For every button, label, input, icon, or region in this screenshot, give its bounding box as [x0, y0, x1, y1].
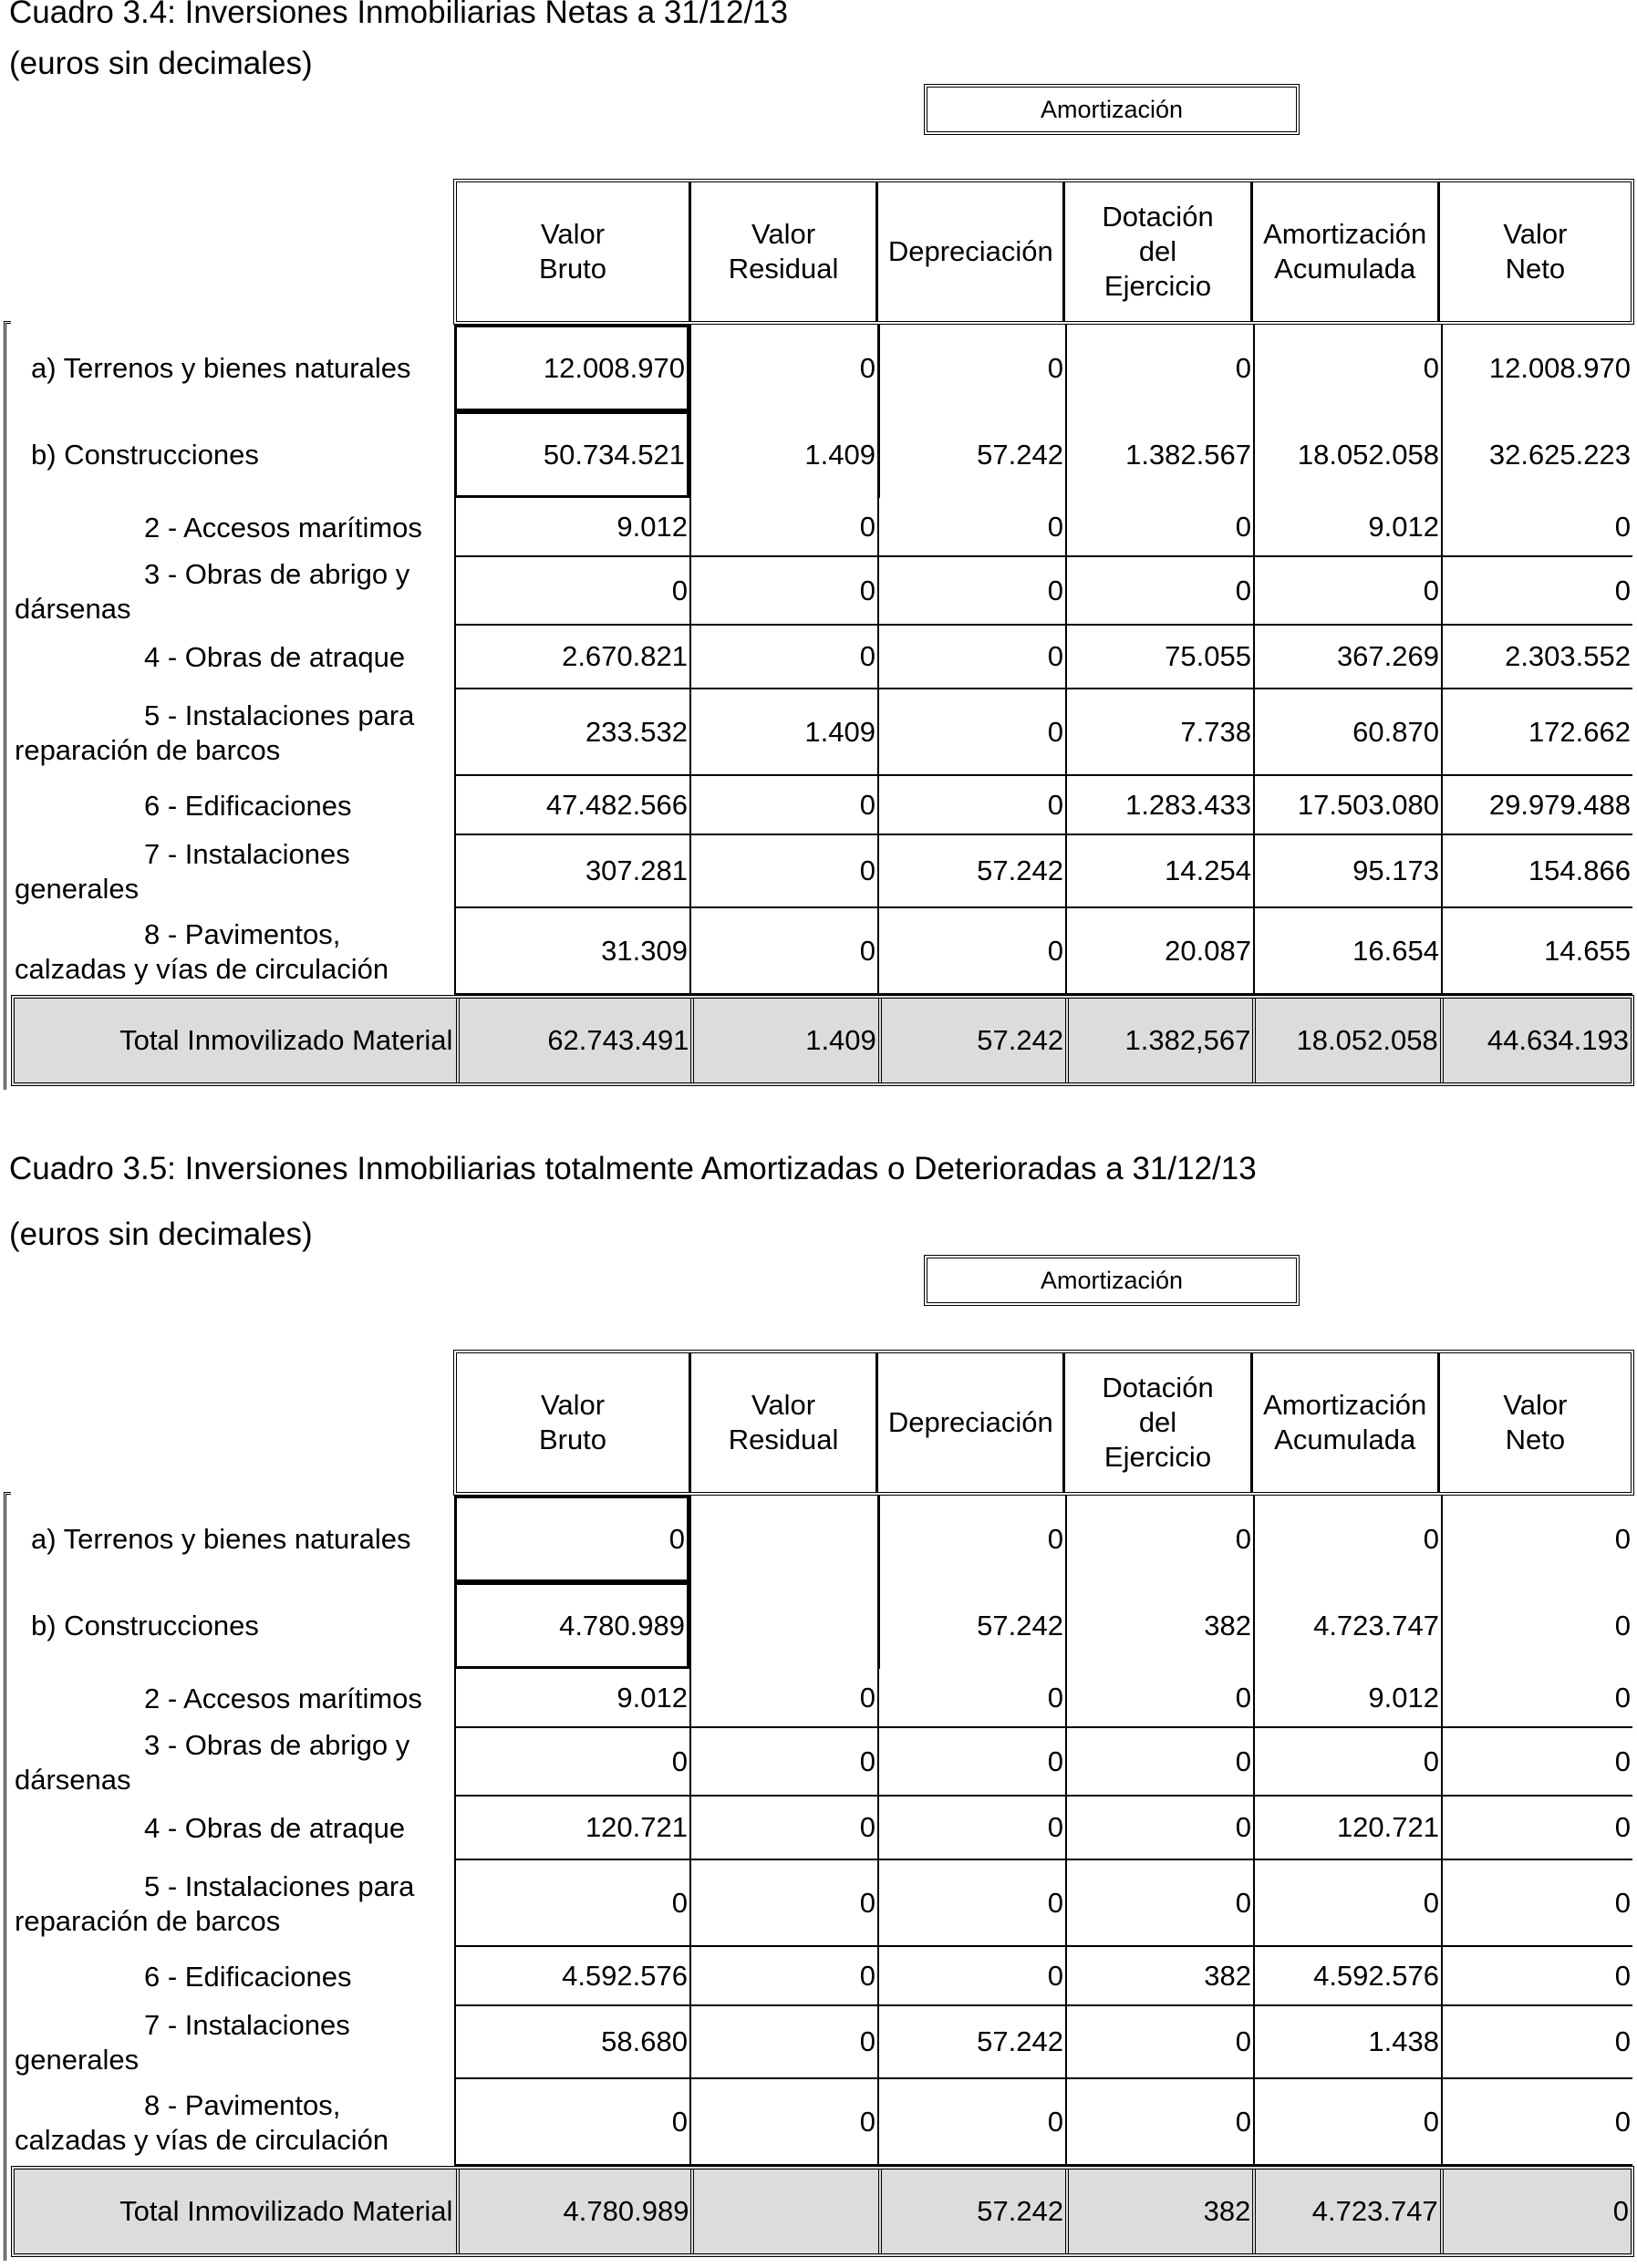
table-cell: 367.269 — [1253, 626, 1441, 689]
column-header-row — [453, 1350, 1634, 1496]
row-label-line: 6 - Edificaciones — [144, 1960, 352, 1993]
total-cell: 4.723.747 — [1252, 2170, 1439, 2253]
table-row — [11, 626, 1634, 689]
row-label — [11, 411, 454, 498]
table-row — [11, 1797, 1634, 1860]
table-cell: 0 — [1441, 498, 1632, 557]
table-cell: 0 — [877, 1797, 1065, 1860]
table-cell: 0 — [877, 1496, 1065, 1582]
table-cell: 120.721 — [1253, 1797, 1441, 1860]
total-cell: 4.780.989 — [456, 2170, 690, 2253]
table-cell: 0 — [1441, 2006, 1632, 2079]
table-row — [11, 1582, 1634, 1669]
table-cell: 9.012 — [1253, 498, 1441, 557]
table-row — [11, 411, 1634, 498]
table-cell: 0 — [877, 2079, 1065, 2166]
table-cell: 0 — [877, 1669, 1065, 1728]
column-header: Valor Residual — [691, 182, 878, 321]
table-row — [11, 2079, 1634, 2166]
row-label — [11, 2079, 454, 2166]
row-label-line: 4 - Obras de atraque — [144, 1812, 406, 1844]
table-cell: 154.866 — [1441, 835, 1632, 908]
table-cell: 233.532 — [454, 689, 689, 776]
total-cell: 57.242 — [878, 2170, 1065, 2253]
table-cell: 0 — [877, 498, 1065, 557]
row-label-line: 3 - Obras de abrigo y — [144, 557, 410, 590]
table-cell: 0 — [1065, 1797, 1253, 1860]
table-cell: 0 — [877, 1860, 1065, 1947]
table-cell: 0 — [689, 557, 877, 626]
table-cell: 4.592.576 — [1253, 1947, 1441, 2006]
table-cell: 382 — [1065, 1947, 1253, 2006]
table-cell: 0 — [1441, 2079, 1632, 2166]
table-cell: 20.087 — [1065, 908, 1253, 995]
table-left-bracket — [4, 321, 11, 1090]
row-label — [11, 689, 454, 776]
row-label — [11, 1669, 454, 1728]
table-cell: 0 — [689, 908, 877, 995]
row-label — [11, 1947, 454, 2006]
column-header-row — [453, 179, 1634, 325]
table-cell: 0 — [689, 1797, 877, 1860]
row-label-line: calzadas y vías de circulación — [15, 2123, 389, 2156]
table-cell: 4.592.576 — [454, 1947, 689, 2006]
table-cell: 0 — [1065, 1496, 1253, 1582]
row-label-line: a) Terrenos y bienes naturales — [31, 351, 411, 384]
table-cell: 0 — [1065, 1728, 1253, 1797]
table-cell: 0 — [1065, 325, 1253, 411]
table-cell: 0 — [689, 2079, 877, 2166]
table-row — [11, 908, 1634, 995]
row-label-line: calzadas y vías de circulación — [15, 952, 389, 985]
total-label: Total Inmovilizado Material — [119, 1024, 453, 1056]
table-row — [11, 689, 1634, 776]
column-header: Depreciación — [878, 182, 1065, 321]
table-cell: 9.012 — [454, 1669, 689, 1728]
table-row — [11, 835, 1634, 908]
table-cell: 0 — [1253, 2079, 1441, 2166]
table-cell: 1.409 — [689, 689, 877, 776]
row-label — [11, 2006, 454, 2079]
table-cell: 9.012 — [1253, 1669, 1441, 1728]
row-label — [11, 1496, 454, 1582]
table-cell: 31.309 — [454, 908, 689, 995]
column-header: Dotación del Ejercicio — [1065, 182, 1252, 321]
row-label-line: 8 - Pavimentos, — [144, 917, 341, 950]
row-label-line: 8 - Pavimentos, — [144, 2088, 341, 2121]
table-cell — [689, 1496, 877, 1582]
row-label-line: dársenas — [15, 592, 131, 625]
total-row — [11, 995, 1634, 1086]
table-cell: 0 — [689, 835, 877, 908]
table-cell: 29.979.488 — [1441, 776, 1632, 835]
table-left-bracket — [4, 1492, 11, 2261]
total-cell: 62.743.491 — [456, 999, 690, 1082]
table-cell: 0 — [1253, 1728, 1441, 1797]
table-cell: 0 — [877, 1728, 1065, 1797]
table-cell: 1.382.567 — [1065, 411, 1253, 498]
table-title: Cuadro 3.4: Inversiones Inmobiliarias Netas a 31/12/13 — [9, 0, 789, 30]
table-cell: 32.625.223 — [1441, 411, 1632, 498]
total-cell: 1.382,567 — [1065, 999, 1252, 1082]
row-label-line: b) Construcciones — [31, 1609, 259, 1641]
total-cell: 57.242 — [878, 999, 1065, 1082]
total-cell: 44.634.193 — [1440, 999, 1631, 1082]
table-cell — [689, 1582, 877, 1669]
table-cell: 0 — [1441, 1947, 1632, 2006]
table-cell: 0 — [877, 626, 1065, 689]
row-label-line: reparación de barcos — [15, 733, 281, 766]
column-header: Dotación del Ejercicio — [1065, 1353, 1252, 1492]
column-header: Valor Residual — [691, 1353, 878, 1492]
table-row — [11, 1860, 1634, 1947]
table-cell: 50.734.521 — [454, 411, 689, 498]
table-row — [11, 498, 1634, 557]
table-subtitle: (euros sin decimales) — [9, 46, 313, 81]
table-cell: 14.254 — [1065, 835, 1253, 908]
table-cell: 2.303.552 — [1441, 626, 1632, 689]
table-cell: 0 — [877, 689, 1065, 776]
column-header: Valor Bruto — [457, 1353, 691, 1492]
column-header: Amortización Acumulada — [1253, 1353, 1440, 1492]
table-row — [11, 1947, 1634, 2006]
table-cell: 0 — [454, 1860, 689, 1947]
table-cell: 172.662 — [1441, 689, 1632, 776]
row-label-line: 6 - Edificaciones — [144, 789, 352, 822]
table-cell: 0 — [877, 557, 1065, 626]
table-cell: 0 — [689, 1728, 877, 1797]
row-label — [11, 557, 454, 626]
table-subtitle: (euros sin decimales) — [9, 1217, 313, 1252]
table-cell: 0 — [1253, 557, 1441, 626]
row-label-line: 4 - Obras de atraque — [144, 641, 406, 673]
total-label: Total Inmovilizado Material — [119, 2195, 453, 2227]
row-label — [11, 1797, 454, 1860]
row-label — [11, 908, 454, 995]
table-row — [11, 325, 1634, 411]
table-title: Cuadro 3.5: Inversiones Inmobiliarias totalmente Amortizadas o Deterioradas a 31/12/13 — [9, 1151, 1257, 1186]
table-cell: 60.870 — [1253, 689, 1441, 776]
table-cell: 17.503.080 — [1253, 776, 1441, 835]
total-cell — [690, 2170, 877, 2253]
row-label — [11, 626, 454, 689]
table-cell: 0 — [1441, 1582, 1632, 1669]
total-cell: 18.052.058 — [1252, 999, 1439, 1082]
column-header: Valor Neto — [1503, 1389, 1568, 1455]
amortization-group-header: Amortización — [924, 84, 1300, 135]
row-label-line: reparación de barcos — [15, 1904, 281, 1937]
table-cell: 1.438 — [1253, 2006, 1441, 2079]
table-cell: 0 — [689, 1860, 877, 1947]
row-label — [11, 835, 454, 908]
row-label-line: 2 - Accesos marítimos — [144, 1682, 422, 1714]
table-cell: 16.654 — [1253, 908, 1441, 995]
table-cell: 9.012 — [454, 498, 689, 557]
table-cell: 0 — [454, 557, 689, 626]
table-cell: 0 — [1065, 1669, 1253, 1728]
table-row — [11, 1496, 1634, 1582]
table-cell: 0 — [454, 2079, 689, 2166]
table-cell: 0 — [1065, 2006, 1253, 2079]
table-cell: 0 — [877, 325, 1065, 411]
column-header: Depreciación — [878, 1353, 1065, 1492]
table-cell: 57.242 — [877, 2006, 1065, 2079]
table-cell: 0 — [1065, 498, 1253, 557]
total-cell: 1.409 — [690, 999, 877, 1082]
table-cell: 14.655 — [1441, 908, 1632, 995]
table-cell: 4.723.747 — [1253, 1582, 1441, 1669]
table-cell: 0 — [689, 1947, 877, 2006]
row-label — [11, 1582, 454, 1669]
column-header: Amortización Acumulada — [1253, 182, 1440, 321]
amortization-group-header: Amortización — [924, 1255, 1300, 1306]
table-cell: 0 — [689, 498, 877, 557]
table-cell: 382 — [1065, 1582, 1253, 1669]
column-header: Valor Bruto — [457, 182, 691, 321]
row-label-line: 7 - Instalaciones — [144, 2009, 350, 2041]
row-label — [11, 498, 454, 557]
row-label-line: a) Terrenos y bienes naturales — [31, 1522, 411, 1555]
table-cell: 0 — [1065, 2079, 1253, 2166]
row-label — [11, 325, 454, 411]
table-cell: 120.721 — [454, 1797, 689, 1860]
table-cell: 75.055 — [1065, 626, 1253, 689]
table-cell: 0 — [877, 908, 1065, 995]
table-cell: 0 — [877, 1947, 1065, 2006]
row-label-line: 5 - Instalaciones para — [144, 699, 415, 731]
table-cell: 57.242 — [877, 411, 1065, 498]
column-header: Valor Neto — [1503, 218, 1568, 285]
table-row — [11, 557, 1634, 626]
total-cell: 382 — [1065, 2170, 1252, 2253]
table-cell: 0 — [1253, 1860, 1441, 1947]
table-cell: 0 — [454, 1496, 689, 1582]
table-row — [11, 2006, 1634, 2079]
table-cell: 95.173 — [1253, 835, 1441, 908]
table-cell: 0 — [1253, 325, 1441, 411]
table-cell: 0 — [689, 1669, 877, 1728]
row-label-line: dársenas — [15, 1763, 131, 1796]
table-cell: 0 — [1441, 1797, 1632, 1860]
table-cell: 1.409 — [689, 411, 877, 498]
table-cell: 2.670.821 — [454, 626, 689, 689]
row-label-line: b) Construcciones — [31, 438, 259, 471]
row-label-line: 3 - Obras de abrigo y — [144, 1728, 410, 1761]
table-cell: 0 — [1065, 557, 1253, 626]
table-cell: 57.242 — [877, 835, 1065, 908]
table-cell: 0 — [1253, 1496, 1441, 1582]
total-row — [11, 2166, 1634, 2257]
row-label-line: 2 - Accesos marítimos — [144, 511, 422, 544]
total-cell: 0 — [1440, 2170, 1631, 2253]
row-label — [11, 776, 454, 835]
table-row — [11, 1669, 1634, 1728]
table-cell: 12.008.970 — [454, 325, 689, 411]
table-cell: 0 — [1441, 1728, 1632, 1797]
table-cell: 0 — [877, 776, 1065, 835]
table-cell: 1.283.433 — [1065, 776, 1253, 835]
table-cell: 0 — [1441, 1496, 1632, 1582]
row-label-line: generales — [15, 2044, 140, 2076]
table-cell: 58.680 — [454, 2006, 689, 2079]
table-cell: 0 — [454, 1728, 689, 1797]
table-cell: 0 — [1065, 1860, 1253, 1947]
table-cell: 0 — [1441, 557, 1632, 626]
table-row — [11, 1728, 1634, 1797]
table-cell: 307.281 — [454, 835, 689, 908]
table-cell: 0 — [689, 2006, 877, 2079]
table-cell: 7.738 — [1065, 689, 1253, 776]
table-cell: 4.780.989 — [454, 1582, 689, 1669]
table-cell: 0 — [689, 776, 877, 835]
table-cell: 0 — [1441, 1669, 1632, 1728]
row-label-line: generales — [15, 873, 140, 905]
table-cell: 47.482.566 — [454, 776, 689, 835]
table-cell: 12.008.970 — [1441, 325, 1632, 411]
table-cell: 0 — [1441, 1860, 1632, 1947]
table-cell: 57.242 — [877, 1582, 1065, 1669]
table-cell: 18.052.058 — [1253, 411, 1441, 498]
row-label-line: 5 - Instalaciones para — [144, 1869, 415, 1902]
table-cell: 0 — [689, 626, 877, 689]
table-row — [11, 776, 1634, 835]
row-label-line: 7 - Instalaciones — [144, 838, 350, 870]
row-label — [11, 1728, 454, 1797]
table-cell: 0 — [689, 325, 877, 411]
row-label — [11, 1860, 454, 1947]
